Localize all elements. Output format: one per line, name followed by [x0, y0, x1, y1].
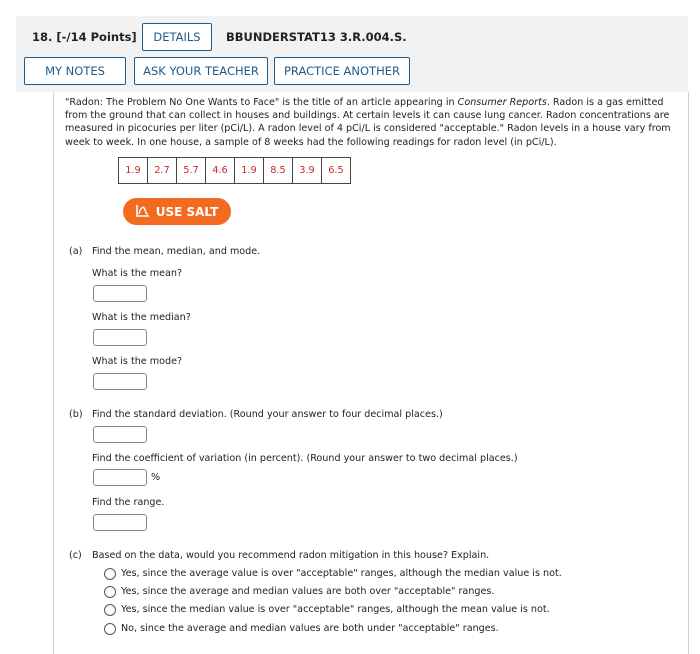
option-1-label: Yes, since the average value is over "acceptable" ranges, although the median value is not.	[121, 568, 562, 579]
reading-cell: 6.5	[322, 158, 351, 184]
part-c-label: (c)	[69, 550, 82, 561]
option-1-radio[interactable]	[104, 568, 116, 580]
mean-input[interactable]	[93, 285, 147, 302]
range-input[interactable]	[93, 514, 147, 531]
reading-cell: 1.9	[119, 158, 148, 184]
my-notes-button[interactable]: MY NOTES	[24, 57, 126, 85]
option-3-radio[interactable]	[104, 604, 116, 616]
option-4-label: No, since the average and median values are both under "acceptable" ranges.	[121, 623, 499, 634]
range-prompt: Find the range.	[92, 497, 165, 508]
use-salt-button[interactable]	[123, 198, 231, 225]
part-a-prompt: Find the mean, median, and mode.	[92, 246, 261, 257]
reading-cell: 8.5	[264, 158, 293, 184]
median-question: What is the median?	[92, 312, 191, 323]
intro-text-1: "Radon: The Problem No One Wants to Face" is the title of an article appearing in	[65, 97, 458, 108]
reading-cell: 5.7	[177, 158, 206, 184]
question-title	[32, 30, 137, 44]
std-dev-input[interactable]	[93, 426, 147, 443]
radon-readings-table	[118, 157, 351, 184]
part-a-label: (a)	[69, 246, 83, 257]
table-row	[119, 158, 351, 184]
median-input[interactable]	[93, 329, 147, 346]
std-dev-prompt: Find the standard deviation. (Round your answer to four decimal places.)	[92, 409, 443, 420]
use-salt-label: USE SALT	[155, 204, 219, 219]
intro-text-2: . Radon is a gas emitted from the ground that can collect in houses and buildings. At certain levels it can cause lung cancer. Radon concentrations are measured in picocuries per liter (pCi/L). A radon level of 4 pCi/L is considered "acceptable." Radon levels in a house vary from week to week. In one house, a sample of 8 weeks had the following readings for radon level (in pCi/L).	[65, 97, 671, 148]
option-2-label: Yes, since the average and median values are both over "acceptable" ranges.	[121, 586, 495, 597]
reading-cell: 3.9	[293, 158, 322, 184]
question-number: 18.	[32, 30, 53, 44]
question-header	[16, 16, 688, 92]
publication-name: Consumer Reports	[457, 97, 547, 108]
option-2-radio[interactable]	[104, 586, 116, 598]
reading-cell: 2.7	[148, 158, 177, 184]
reading-cell: 1.9	[235, 158, 264, 184]
mode-input[interactable]	[93, 373, 147, 390]
details-button[interactable]: DETAILS	[142, 23, 212, 51]
practice-another-button[interactable]: PRACTICE ANOTHER	[274, 57, 410, 85]
ask-your-teacher-button[interactable]: ASK YOUR TEACHER	[134, 57, 268, 85]
cv-prompt: Find the coefficient of variation (in percent). (Round your answer to two decimal places.)	[92, 453, 518, 464]
question-points: [-/14 Points]	[56, 30, 137, 44]
reading-cell: 4.6	[206, 158, 235, 184]
part-b-label: (b)	[69, 409, 83, 420]
cv-input[interactable]	[93, 469, 147, 486]
mode-question: What is the mode?	[92, 356, 183, 367]
option-3-label: Yes, since the median value is over "acceptable" ranges, although the mean value is not.	[121, 604, 550, 615]
problem-statement	[65, 96, 681, 149]
salt-chart-icon	[136, 204, 150, 220]
mean-question: What is the mean?	[92, 268, 183, 279]
option-4-radio[interactable]	[104, 623, 116, 635]
part-c-prompt: Based on the data, would you recommend radon mitigation in this house? Explain.	[92, 550, 490, 561]
problem-code: BBUNDERSTAT13 3.R.004.S.	[226, 30, 407, 44]
percent-unit: %	[151, 472, 161, 483]
